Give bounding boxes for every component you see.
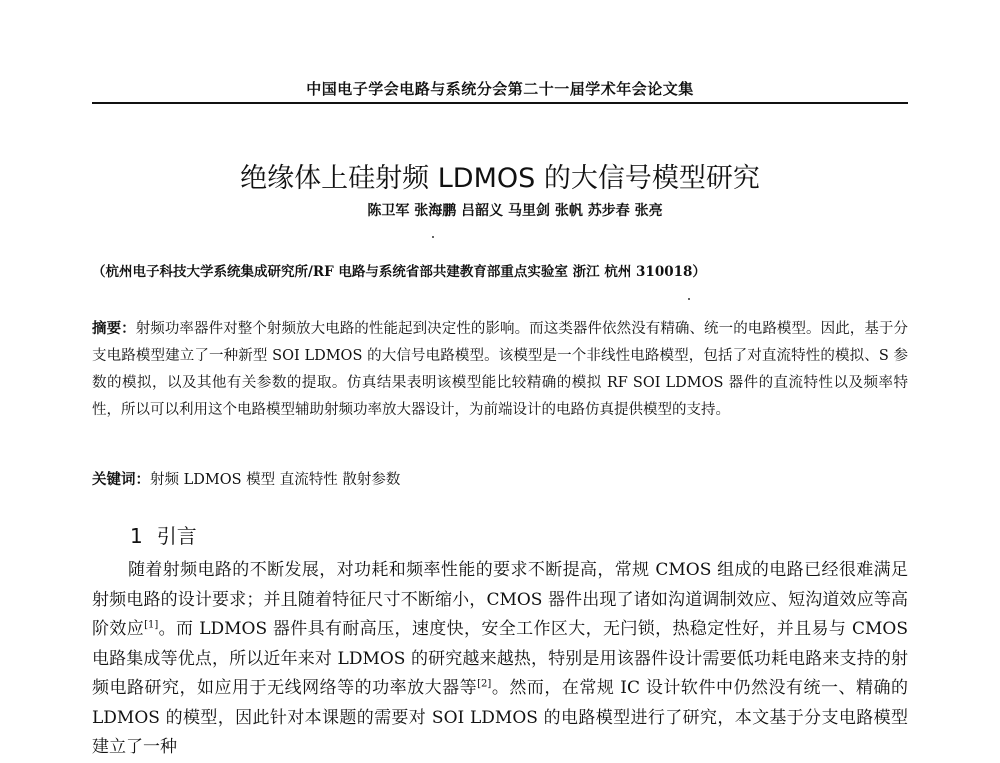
keywords-text: 射频 LDMOS 模型 直流特性 散射参数 xyxy=(150,472,401,488)
citation-1: [1] xyxy=(144,619,159,631)
section-heading xyxy=(130,520,197,549)
keywords-label: 关键词： xyxy=(92,471,150,488)
paper-affiliation: （杭州电子科技大学系统集成研究所/RF 电路与系统省部共建教育部重点实验室 浙江 杭州 310018） xyxy=(92,264,706,280)
citation-2: [2] xyxy=(477,678,492,690)
header-rule xyxy=(92,102,908,104)
body-text-part-1: 随着射频电路的不断发展，对功耗和频率性能的要求不断提高，常规 CMOS 组成的电路已经很难满足射频电路的设计要求；并且随着特征尺寸不断缩小，CMOS 器件出现了诸如沟道调制效应、短沟道效应等高阶效应 xyxy=(92,560,908,639)
scan-speck xyxy=(688,298,690,300)
abstract-text: 射频功率器件对整个射频放大电路的性能起到决定性的影响。而这类器件依然没有精确、统一的电路模型。因此，基于分支电路模型建立了一种新型 SOI LDMOS 的大信号电路模型。该模型是一个非线性电路模型，包括了对直流特性的模拟、S 参数的模拟，以及其他有关参数的提取。仿真结果表明该模型能比较精确的模拟 RF SOI LDMOS 器件的直流特性以及频率特性，所以可以利用这个电路模型辅助射频功率放大器设计，为前端设计的电路仿真提供模型的支持。 xyxy=(92,321,908,418)
section-title: 引言 xyxy=(156,524,197,548)
abstract-label: 摘要： xyxy=(92,320,136,337)
body-text-part-2: 。而 LDMOS 器件具有耐高压，速度快，安全工作区大，无闩锁，热稳定性好，并且易与 CMOS 电路集成等优点，所以近年来对 LDMOS 的研究越来越热，特别是用该器件设计需要低功耗电路来支持的射频电路研究，如应用于无线网络等的功率放大器等 xyxy=(92,619,908,698)
abstract xyxy=(92,315,908,424)
running-head: 中国电子学会电路与系统分会第二十一届学术年会论文集 xyxy=(306,80,694,98)
paper-authors: 陈卫军 张海鹏 吕韶义 马里剑 张帆 苏步春 张亮 xyxy=(367,203,663,219)
body-paragraph xyxy=(92,556,908,763)
paper-title: 绝缘体上硅射频 LDMOS 的大信号模型研究 xyxy=(240,163,760,194)
section-number: 1 xyxy=(130,524,143,548)
scan-speck xyxy=(432,236,434,238)
body-text-part-3: 。然而，在常规 IC 设计软件中仍然没有统一、精确的 LDMOS 的模型，因此针对本课题的需要对 SOI LDMOS 的电路模型进行了研究，本文基于分支电路模型建立了一种 xyxy=(92,678,909,757)
keywords xyxy=(92,466,908,494)
